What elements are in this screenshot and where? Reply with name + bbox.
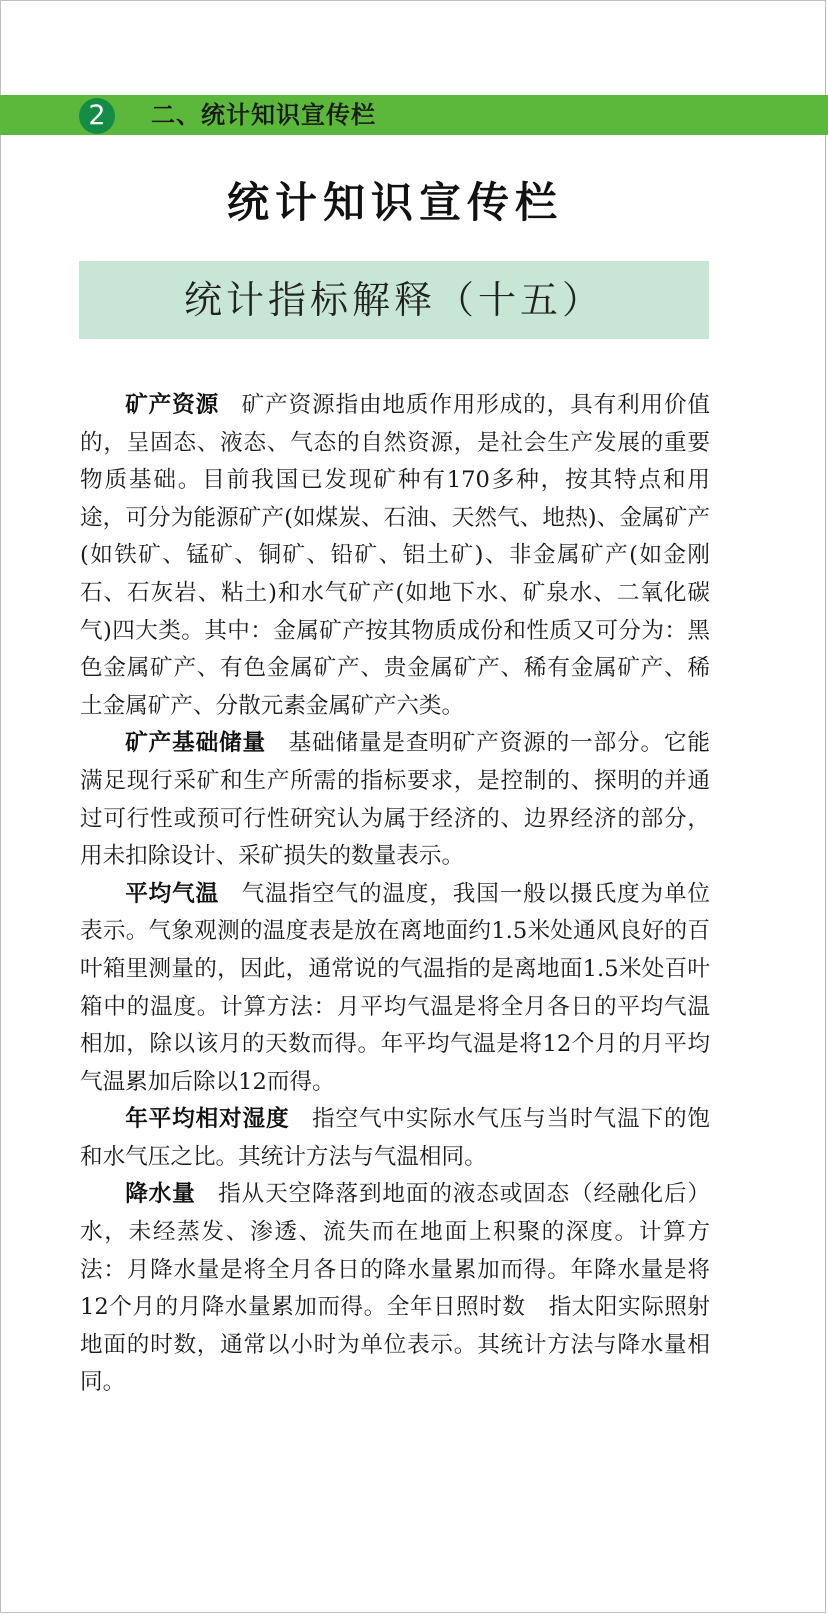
entry-term: 矿产基础储量 — [125, 730, 266, 757]
entry-paragraph — [80, 876, 710, 1102]
entry-text: 基础储量是查明矿产资源的一部分。它能满足现行采矿和生产所需的指标要求，是控制的、探明的并通过可行性或预可行性研究认为属于经济的、边界经济的部分，用未扣除设计、采矿损失的数量表示。 — [80, 730, 711, 870]
subtitle: 统计指标解释（十五） — [183, 278, 604, 322]
entry-term: 矿产资源 — [125, 392, 220, 418]
entry-term: 平均气温 — [125, 880, 220, 907]
subtitle-box — [79, 261, 709, 339]
entry-paragraph — [80, 1176, 710, 1402]
entry-text: 矿产资源指由地质作用形成的，具有利用价值的，呈固态、液态、气态的自然资源，是社会生产发展的重要物质基础。目前我国已发现矿种有170多种，按其特点和用途，可分为能源矿产(如煤炭、石油、天然气、地热)、金属矿产(如铁矿、锰矿、铜矿、铅矿、铝土矿)、非金属矿产(如金刚石、石灰岩、粘土)和水气矿产(如地下水、矿泉水、二氧化碳气)四大类。其中：金属矿产按其物质成份和性质又可分为：黑色金属矿产、有色金属矿产、贵金属矿产、稀有金属矿产、稀土金属矿产、分散元素金属矿产六类。 — [80, 392, 711, 719]
entry-text: 指从天空降落到地面的液态或固态（经融化后）水，未经蒸发、渗透、流失而在地面上积聚的深度。计算方法：月降水量是将全月各日的降水量累加而得。年降水量是将12个月的月降水量累加而得。全年日照时数 指太阳实际照射地面的时数，通常以小时为单位表示。其统计方法与降水量相同。 — [80, 1181, 711, 1396]
entry-term: 年平均相对湿度 — [125, 1106, 290, 1133]
entry-paragraph — [80, 725, 710, 875]
entry-paragraph — [80, 1101, 710, 1176]
entry-text: 指空气中实际水气压与当时气温下的饱和水气压之比。其统计方法与气温相同。 — [80, 1106, 711, 1170]
entry-paragraph — [80, 387, 710, 725]
entry-term: 降水量 — [125, 1181, 196, 1208]
article-body — [80, 387, 710, 1402]
section-title: 二、统计知识宣传栏 — [151, 101, 376, 129]
page-title: 统计知识宣传栏 — [226, 178, 563, 227]
section-number-badge: 2 — [79, 98, 115, 134]
section-header-band — [0, 95, 828, 135]
entry-text: 气温指空气的温度，我国一般以摄氏度为单位表示。气象观测的温度表是放在离地面约1.5米处通风良好的百叶箱里测量的，因此，通常说的气温指的是离地面1.5米处百叶箱中的温度。计算方法：月平均气温是将全月各日的平均气温相加，除以该月的天数而得。年平均气温是将12个月的月平均气温累加后除以12而得。 — [80, 880, 711, 1095]
